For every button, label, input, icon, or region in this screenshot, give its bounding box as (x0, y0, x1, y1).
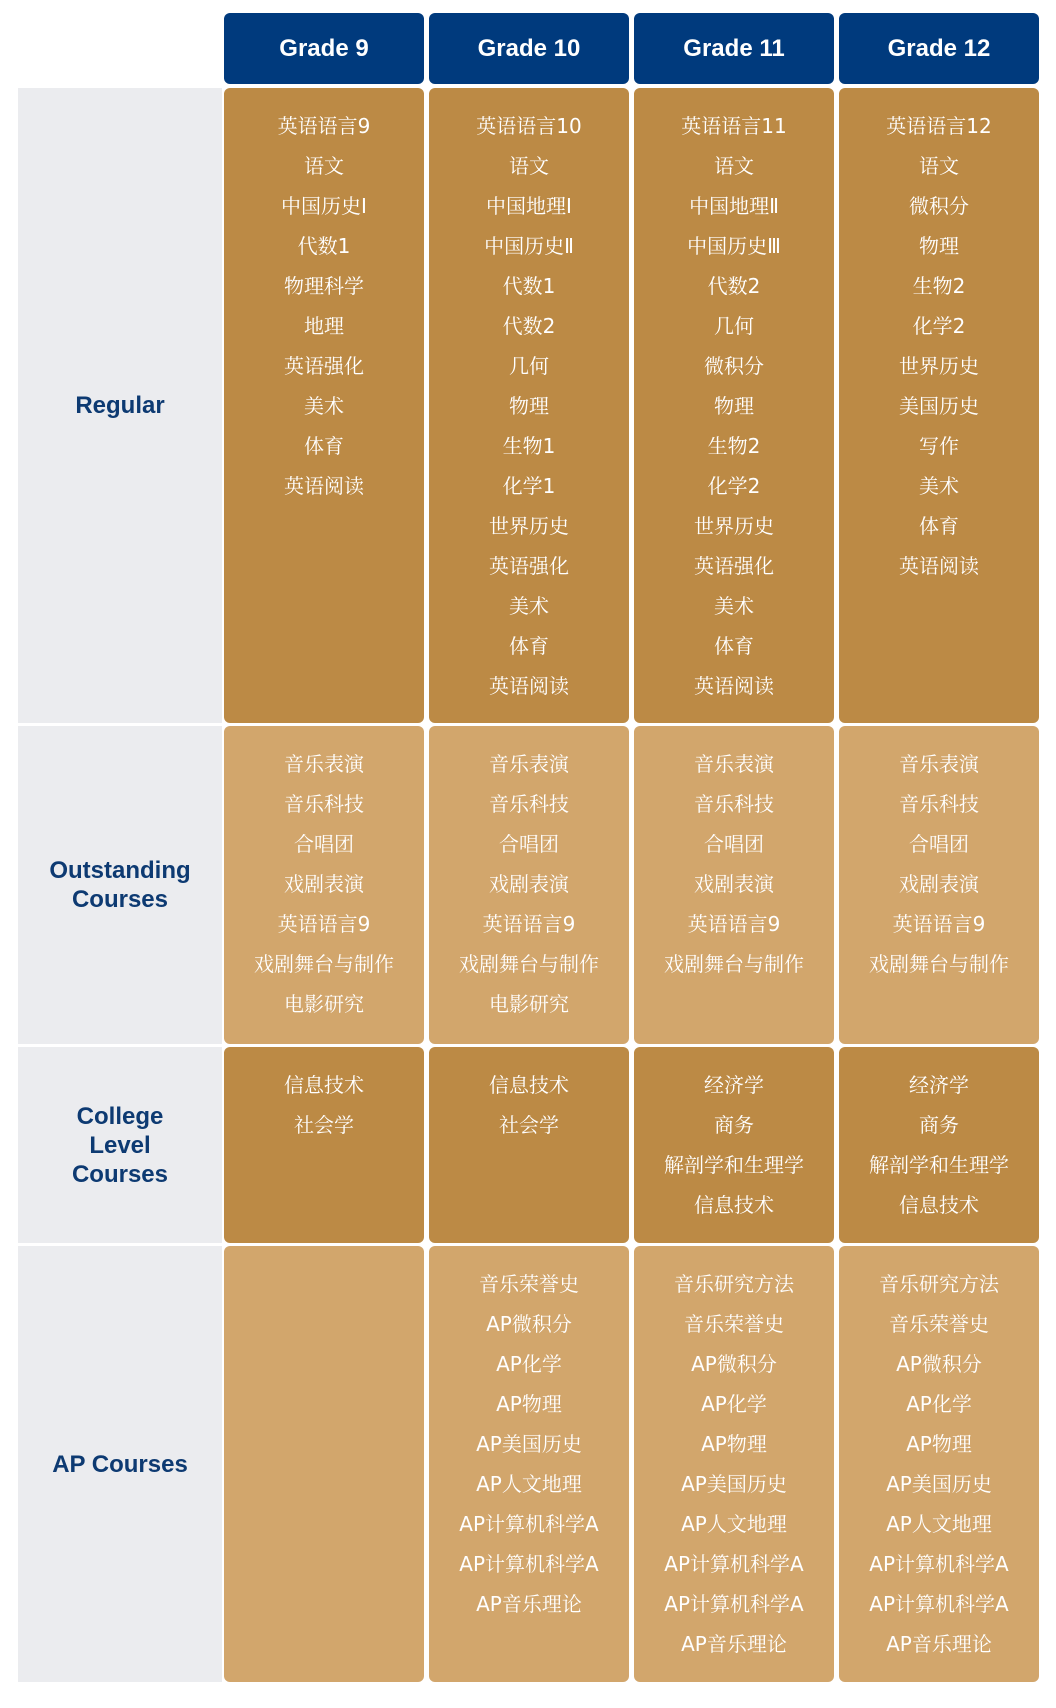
course-item: AP物理 (701, 1432, 767, 1456)
course-item: 信息技术 (284, 1073, 364, 1097)
course-item: 中国地理Ⅱ (689, 194, 779, 218)
course-item: 美术 (509, 594, 549, 618)
course-item: 戏剧舞台与制作 (869, 952, 1009, 976)
course-item: 语文 (509, 154, 549, 178)
course-item: 世界历史 (899, 354, 979, 378)
course-item: 世界历史 (489, 514, 569, 538)
course-cell (634, 1047, 834, 1243)
course-item: AP音乐理论 (886, 1632, 992, 1656)
course-item: 音乐表演 (489, 752, 569, 776)
course-item: 英语强化 (489, 554, 569, 578)
course-item: AP音乐理论 (681, 1632, 787, 1656)
course-item: 英语语言10 (476, 114, 582, 138)
course-item: 电影研究 (284, 992, 364, 1016)
course-item: 社会学 (499, 1113, 559, 1137)
course-item: 生物2 (912, 274, 966, 298)
course-cell (429, 726, 629, 1044)
course-item: AP计算机科学A (459, 1512, 599, 1536)
course-item: 音乐研究方法 (674, 1272, 794, 1296)
course-item: 英语语言12 (886, 114, 992, 138)
course-item: AP计算机科学A (664, 1592, 804, 1616)
course-item: 音乐荣誉史 (889, 1312, 989, 1336)
course-item: 化学1 (502, 474, 556, 498)
course-item: 商务 (919, 1113, 959, 1137)
course-item: 英语语言9 (687, 912, 781, 936)
course-item: 戏剧舞台与制作 (664, 952, 804, 976)
course-item: 戏剧舞台与制作 (459, 952, 599, 976)
course-item: AP音乐理论 (476, 1592, 582, 1616)
course-item: 化学2 (707, 474, 761, 498)
course-item: 合唱团 (499, 832, 559, 856)
course-item: 物理 (714, 394, 754, 418)
course-item: 中国历史Ⅱ (484, 234, 574, 258)
course-cell (634, 1246, 834, 1682)
course-item: 体育 (304, 434, 344, 458)
course-item: AP人文地理 (476, 1472, 582, 1496)
course-item: 世界历史 (694, 514, 774, 538)
course-item: 音乐表演 (899, 752, 979, 776)
course-cell (224, 726, 424, 1044)
course-item: 美术 (714, 594, 754, 618)
course-item: AP微积分 (486, 1312, 572, 1336)
course-item: AP美国历史 (886, 1472, 992, 1496)
course-item: 戏剧舞台与制作 (254, 952, 394, 976)
course-cell (839, 88, 1039, 723)
course-item: 代数2 (707, 274, 761, 298)
course-item: 戏剧表演 (899, 872, 979, 896)
course-item: 电影研究 (489, 992, 569, 1016)
row-label: AP Courses (18, 1246, 222, 1682)
course-item: 体育 (509, 634, 549, 658)
course-item: 语文 (304, 154, 344, 178)
course-item: 音乐科技 (899, 792, 979, 816)
grade-header: Grade 11 (634, 13, 834, 84)
course-item: 美术 (919, 474, 959, 498)
grade-header: Grade 12 (839, 13, 1039, 84)
course-item: 微积分 (909, 194, 969, 218)
course-item: 美术 (304, 394, 344, 418)
course-item: 生物2 (707, 434, 761, 458)
course-cell (839, 726, 1039, 1044)
course-item: 音乐表演 (694, 752, 774, 776)
course-item: 语文 (714, 154, 754, 178)
course-item: 英语语言9 (277, 114, 371, 138)
course-item: 英语强化 (284, 354, 364, 378)
course-item: 社会学 (294, 1113, 354, 1137)
course-item: AP美国历史 (476, 1432, 582, 1456)
course-item: 音乐荣誉史 (479, 1272, 579, 1296)
course-item: 物理科学 (284, 274, 364, 298)
course-item: AP人文地理 (681, 1512, 787, 1536)
course-item: 合唱团 (704, 832, 764, 856)
course-item: AP物理 (906, 1432, 972, 1456)
course-cell (429, 1246, 629, 1682)
course-item: 戏剧表演 (694, 872, 774, 896)
course-item: 英语语言9 (277, 912, 371, 936)
course-item: 英语阅读 (899, 554, 979, 578)
course-cell (224, 1047, 424, 1243)
course-cell (429, 88, 629, 723)
course-cell (224, 88, 424, 723)
course-cell (429, 1047, 629, 1243)
course-item: 中国历史Ⅲ (687, 234, 781, 258)
row-label: Outstanding Courses (18, 726, 222, 1044)
course-item: 经济学 (704, 1073, 764, 1097)
course-item: 写作 (919, 434, 959, 458)
course-item: AP人文地理 (886, 1512, 992, 1536)
row-label: College Level Courses (18, 1047, 222, 1243)
course-item: 音乐研究方法 (879, 1272, 999, 1296)
course-item: AP化学 (496, 1352, 562, 1376)
course-item: AP美国历史 (681, 1472, 787, 1496)
course-item: 信息技术 (489, 1073, 569, 1097)
course-item: AP化学 (701, 1392, 767, 1416)
course-item: AP微积分 (691, 1352, 777, 1376)
course-item: AP物理 (496, 1392, 562, 1416)
course-item: 地理 (304, 314, 344, 338)
course-item: 美国历史 (899, 394, 979, 418)
course-item: 英语阅读 (284, 474, 364, 498)
course-cell (224, 1246, 424, 1682)
course-item: AP微积分 (896, 1352, 982, 1376)
course-item: 几何 (509, 354, 549, 378)
course-cell (634, 88, 834, 723)
course-item: 音乐科技 (284, 792, 364, 816)
course-item: 体育 (919, 514, 959, 538)
course-item: 英语强化 (694, 554, 774, 578)
course-item: 物理 (919, 234, 959, 258)
course-item: 代数2 (502, 314, 556, 338)
course-item: 生物1 (502, 434, 556, 458)
course-item: AP化学 (906, 1392, 972, 1416)
course-item: 音乐科技 (489, 792, 569, 816)
course-item: 戏剧表演 (284, 872, 364, 896)
course-item: 英语阅读 (489, 674, 569, 698)
course-item: 代数1 (502, 274, 556, 298)
course-item: 几何 (714, 314, 754, 338)
course-cell (839, 1047, 1039, 1243)
course-item: 化学2 (912, 314, 966, 338)
course-item: 物理 (509, 394, 549, 418)
course-item: 音乐荣誉史 (684, 1312, 784, 1336)
course-item: 音乐表演 (284, 752, 364, 776)
course-item: 解剖学和生理学 (664, 1153, 804, 1177)
course-item: 微积分 (704, 354, 764, 378)
course-item: 中国地理Ⅰ (486, 194, 572, 218)
course-item: 合唱团 (909, 832, 969, 856)
course-item: 音乐科技 (694, 792, 774, 816)
course-item: 商务 (714, 1113, 754, 1137)
course-item: 信息技术 (899, 1193, 979, 1217)
grade-header: Grade 9 (224, 13, 424, 84)
course-item: 经济学 (909, 1073, 969, 1097)
course-item: AP计算机科学A (459, 1552, 599, 1576)
course-item: 语文 (919, 154, 959, 178)
course-item: 合唱团 (294, 832, 354, 856)
course-item: 英语阅读 (694, 674, 774, 698)
course-item: AP计算机科学A (869, 1592, 1009, 1616)
course-item: 解剖学和生理学 (869, 1153, 1009, 1177)
course-item: AP计算机科学A (869, 1552, 1009, 1576)
course-item: 英语语言9 (482, 912, 576, 936)
course-item: 英语语言11 (681, 114, 787, 138)
course-item: 戏剧表演 (489, 872, 569, 896)
course-item: 体育 (714, 634, 754, 658)
course-cell (634, 726, 834, 1044)
course-item: 代数1 (297, 234, 351, 258)
course-item: 英语语言9 (892, 912, 986, 936)
course-item: 信息技术 (694, 1193, 774, 1217)
course-item: AP计算机科学A (664, 1552, 804, 1576)
course-item: 中国历史Ⅰ (281, 194, 367, 218)
grade-header: Grade 10 (429, 13, 629, 84)
row-label: Regular (18, 88, 222, 723)
course-cell (839, 1246, 1039, 1682)
